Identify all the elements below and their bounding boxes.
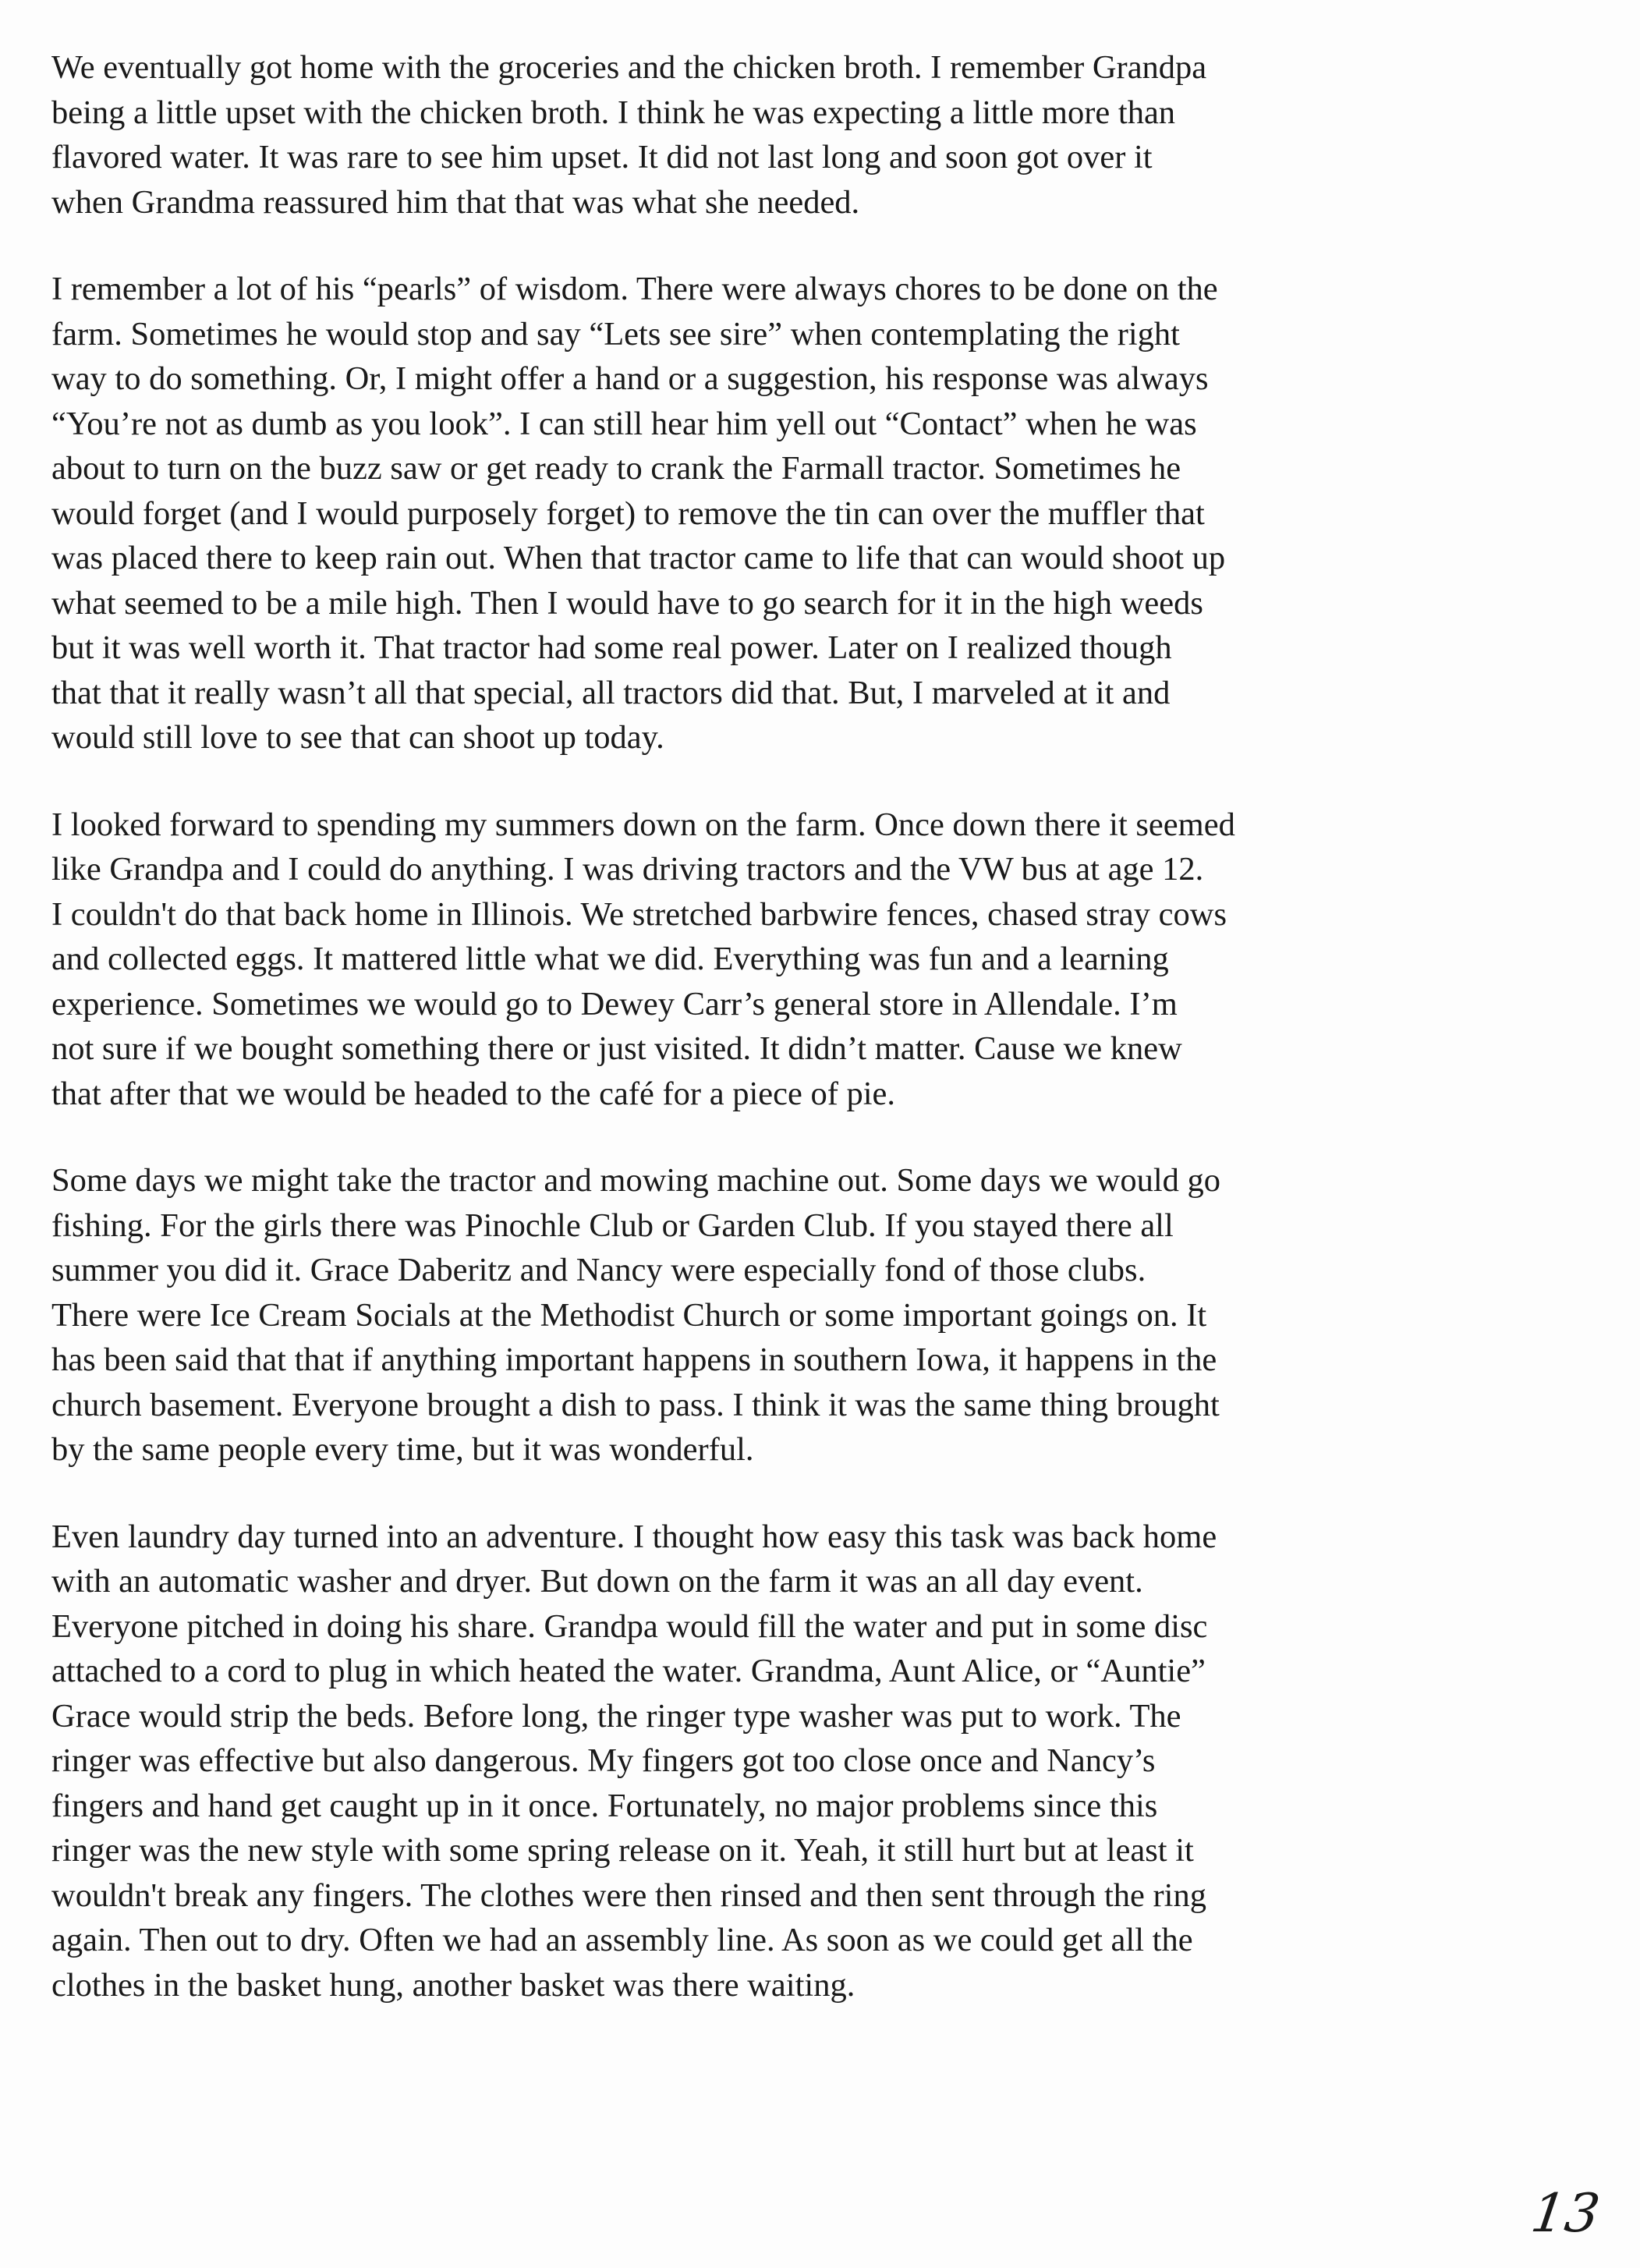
text-line: way to do something. Or, I might offer a hand or a suggestion, his response was always: [51, 360, 1209, 397]
text-line: There were Ice Cream Socials at the Methodist Church or some important goings on. It: [51, 1296, 1207, 1334]
text-line: farm. Sometimes he would stop and say “Lets see sire” when contemplating the right: [51, 315, 1180, 353]
text-line: has been said that that if anything important happens in southern Iowa, it happens in the: [51, 1341, 1217, 1378]
text-line: We eventually got home with the groceries and the chicken broth. I remember Grandpa: [51, 49, 1207, 86]
text-line: would still love to see that can shoot up today.: [51, 719, 664, 756]
text-line: but it was well worth it. That tractor had some real power. Later on I realized though: [51, 629, 1172, 666]
text-line: summer you did it. Grace Daberitz and Nancy were especially fond of those clubs.: [51, 1252, 1146, 1288]
text-line: Grace would strip the beds. Before long, the ringer type washer was put to work. The: [51, 1697, 1181, 1735]
text-line: again. Then out to dry. Often we had an assembly line. As soon as we could get all the: [51, 1922, 1193, 1958]
paragraph: [51, 803, 1502, 1117]
text-line: ringer was effective but also dangerous. My fingers got too close once and Nancy’s: [51, 1742, 1156, 1779]
page-number: 13: [1527, 2183, 1604, 2245]
text-line: being a little upset with the chicken broth. I think he was expecting a little more than: [51, 94, 1176, 131]
text-line: that that it really wasn’t all that special, all tractors did that. But, I marveled at it and: [51, 674, 1171, 711]
text-line: I remember a lot of his “pearls” of wisdom. There were always chores to be done on the: [51, 271, 1218, 307]
text-line: fishing. For the girls there was Pinochle Club or Garden Club. If you stayed there all: [51, 1207, 1174, 1244]
text-line: like Grandpa and I could do anything. I was driving tractors and the VW bus at age 12.: [51, 851, 1204, 888]
text-line: experience. Sometimes we would go to Dewey Carr’s general store in Allendale. I’m: [51, 985, 1178, 1022]
paragraph: [51, 1515, 1502, 2008]
text-line: church basement. Everyone brought a dish to pass. I think it was the same thing brought: [51, 1386, 1220, 1423]
text-line: Some days we might take the tractor and mowing machine out. Some days we would go: [51, 1162, 1220, 1199]
text-line: would forget (and I would purposely forget) to remove the tin can over the muffler that: [51, 494, 1205, 532]
text-line: what seemed to be a mile high. Then I would have to go search for it in the high weeds: [51, 584, 1203, 622]
paragraph: [51, 1158, 1502, 1472]
text-line: attached to a cord to plug in which heated the water. Grandma, Aunt Alice, or “Auntie”: [51, 1653, 1206, 1689]
text-line: about to turn on the buzz saw or get ready to crank the Farmall tractor. Sometimes he: [51, 450, 1181, 487]
text-line: Everyone pitched in doing his share. Grandpa would fill the water and put in some disc: [51, 1607, 1208, 1645]
text-line: ringer was the new style with some spring release on it. Yeah, it still hurt but at least it: [51, 1832, 1194, 1869]
text-line: and collected eggs. It mattered little what we did. Everything was fun and a learning: [51, 941, 1169, 977]
text-line: was placed there to keep rain out. When that tractor came to life that can would shoot up: [51, 540, 1226, 576]
paragraph: [51, 45, 1502, 225]
text-line: I couldn't do that back home in Illinois. We stretched barbwire fences, chased stray cows: [51, 895, 1227, 933]
text-line: with an automatic washer and dryer. But down on the farm it was an all day event.: [51, 1563, 1143, 1600]
text-line: clothes in the basket hung, another basket was there waiting.: [51, 1966, 855, 2004]
text-line: when Grandma reassured him that that was what she needed.: [51, 183, 860, 221]
body-text: [51, 45, 1502, 2050]
paragraph: [51, 267, 1502, 760]
text-line: Even laundry day turned into an adventure. I thought how easy this task was back home: [51, 1518, 1217, 1555]
text-line: wouldn't break any fingers. The clothes were then rinsed and then sent through the ring: [51, 1876, 1206, 1914]
text-line: I looked forward to spending my summers down on the farm. Once down there it seemed: [51, 806, 1235, 843]
text-line: “You’re not as dumb as you look”. I can still hear him yell out “Contact” when he was: [51, 405, 1197, 442]
text-line: by the same people every time, but it was wonderful.: [51, 1431, 754, 1468]
text-line: not sure if we bought something there or just visited. It didn’t matter. Cause we knew: [51, 1030, 1182, 1067]
text-line: that after that we would be headed to the café for a piece of pie.: [51, 1075, 896, 1112]
text-line: fingers and hand get caught up in it once. Fortunately, no major problems since this: [51, 1787, 1158, 1824]
text-line: flavored water. It was rare to see him upset. It did not last long and soon got over it: [51, 139, 1153, 175]
